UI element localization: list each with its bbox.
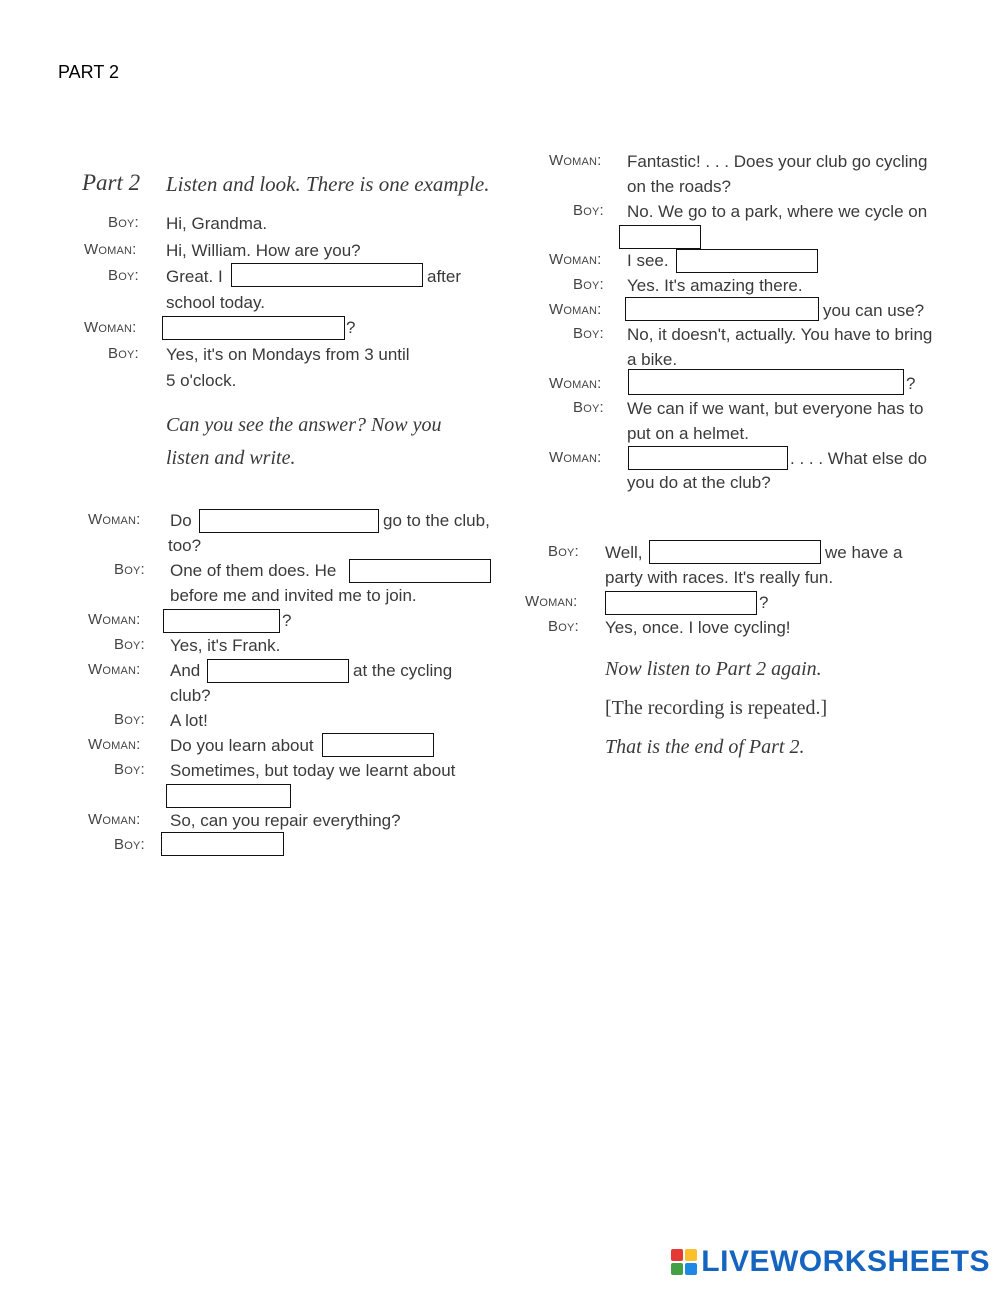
dialogue-line: go to the club,: [383, 511, 490, 530]
dialogue-line: And: [170, 661, 201, 680]
closing-line: [The recording is repeated.]: [605, 697, 828, 719]
speaker-label: Woman:: [88, 661, 141, 678]
speaker-label: Boy:: [108, 345, 139, 362]
dialogue-line: No. We go to a park, where we cycle on: [627, 202, 928, 221]
answer-box-7[interactable]: [322, 733, 434, 757]
dialogue-line: A lot!: [170, 711, 208, 730]
dialogue-line: Fantastic! . . . Does your club go cycling: [627, 152, 928, 171]
dialogue-line: Yes, it's Frank.: [170, 636, 281, 655]
dialogue-line: too?: [168, 536, 202, 555]
dialogue-line: . . . . What else do: [790, 449, 928, 468]
dialogue-line: Yes, once. I love cycling!: [605, 618, 791, 637]
answer-box-15[interactable]: [649, 540, 821, 564]
dialogue-line: before me and invited me to join.: [170, 586, 417, 605]
speaker-label: Woman:: [84, 241, 137, 258]
dialogue-line: we have a: [825, 543, 903, 562]
liveworksheets-logo: [671, 1245, 990, 1279]
speaker-label: Boy:: [114, 761, 145, 778]
dialogue-line: So, can you repair everything?: [170, 811, 401, 830]
closing-line: Now listen to Part 2 again.: [605, 658, 822, 680]
dialogue-line: Great. I: [166, 267, 223, 286]
speaker-label: Woman:: [525, 593, 578, 610]
speaker-label: Boy:: [573, 276, 604, 293]
answer-box-11[interactable]: [676, 249, 818, 273]
speaker-label: Woman:: [88, 511, 141, 528]
dialogue-line: at the cycling: [353, 661, 453, 680]
speaker-label: Boy:: [114, 836, 145, 853]
heading-instruction: Listen and look. There is one example.: [166, 172, 490, 196]
instruction-line: listen and write.: [166, 447, 296, 469]
page-label: PART 2: [58, 62, 120, 82]
dialogue-line: Yes. It's amazing there.: [627, 276, 803, 295]
speaker-label: Boy:: [108, 214, 139, 231]
dialogue-line: I see.: [627, 251, 669, 270]
dialogue-line: One of them does. He: [170, 561, 337, 580]
dialogue-line: school today.: [166, 293, 265, 312]
speaker-label: Woman:: [88, 736, 141, 753]
dialogue-line: ?: [346, 318, 356, 337]
answer-box-12[interactable]: [625, 297, 819, 321]
closing-line: That is the end of Part 2.: [605, 736, 805, 758]
speaker-label: Boy:: [114, 561, 145, 578]
answer-box-1[interactable]: [231, 263, 423, 287]
speaker-label: Boy:: [114, 711, 145, 728]
dialogue-line: Do you learn about: [170, 736, 314, 755]
dialogue-line: Hi, William. How are you?: [166, 241, 361, 260]
dialogue-line: Hi, Grandma.: [166, 214, 268, 233]
answer-box-2[interactable]: [162, 316, 345, 340]
answer-box-9[interactable]: [161, 832, 284, 856]
answer-box-6[interactable]: [207, 659, 349, 683]
answer-box-13[interactable]: [628, 369, 904, 395]
speaker-label: Woman:: [549, 375, 602, 392]
dialogue-line: party with races. It's really fun.: [605, 568, 834, 587]
speaker-label: Woman:: [84, 319, 137, 336]
dialogue-line: Well,: [605, 543, 643, 562]
speaker-label: Woman:: [549, 152, 602, 169]
speaker-label: Woman:: [549, 301, 602, 318]
speaker-label: Boy:: [114, 636, 145, 653]
dialogue-line: ?: [282, 611, 292, 630]
answer-box-8[interactable]: [166, 784, 291, 808]
dialogue-line: you can use?: [823, 301, 925, 320]
dialogue-line: ?: [759, 593, 769, 612]
speaker-label: Boy:: [548, 618, 579, 635]
dialogue-line: Yes, it's on Mondays from 3 until: [166, 345, 410, 364]
speaker-label: Boy:: [573, 202, 604, 219]
dialogue-line: you do at the club?: [627, 473, 771, 492]
answer-box-5[interactable]: [163, 609, 280, 633]
answer-box-3[interactable]: [199, 509, 379, 533]
speaker-label: Boy:: [108, 267, 139, 284]
speaker-label: Woman:: [549, 449, 602, 466]
part-heading: Part 2: [82, 170, 141, 195]
speaker-label: Woman:: [88, 811, 141, 828]
speaker-label: Boy:: [573, 399, 604, 416]
speaker-label: Woman:: [88, 611, 141, 628]
answer-box-4[interactable]: [349, 559, 491, 583]
dialogue-line: a bike.: [627, 350, 678, 369]
speaker-label: Boy:: [573, 325, 604, 342]
speaker-label: Boy:: [548, 543, 579, 560]
answer-box-14[interactable]: [628, 446, 788, 470]
answer-box-16[interactable]: [605, 591, 757, 615]
instruction-line: Can you see the answer? Now you: [166, 414, 442, 436]
logo-text: LIVEWORKSHEETS: [701, 1245, 990, 1278]
dialogue-line: 5 o'clock.: [166, 371, 237, 390]
dialogue-line: We can if we want, but everyone has to: [627, 399, 924, 418]
dialogue-line: after: [427, 267, 462, 286]
dialogue-line: on the roads?: [627, 177, 731, 196]
dialogue-line: No, it doesn't, actually. You have to bring: [627, 325, 933, 344]
dialogue-line: ?: [906, 374, 916, 393]
logo-blocks-icon: [671, 1249, 697, 1275]
dialogue-line: put on a helmet.: [627, 424, 749, 443]
dialogue-line: Do: [170, 511, 192, 530]
speaker-label: Woman:: [549, 251, 602, 268]
answer-box-10[interactable]: [619, 225, 701, 249]
dialogue-line: Sometimes, but today we learnt about: [170, 761, 456, 780]
dialogue-line: club?: [170, 686, 211, 705]
